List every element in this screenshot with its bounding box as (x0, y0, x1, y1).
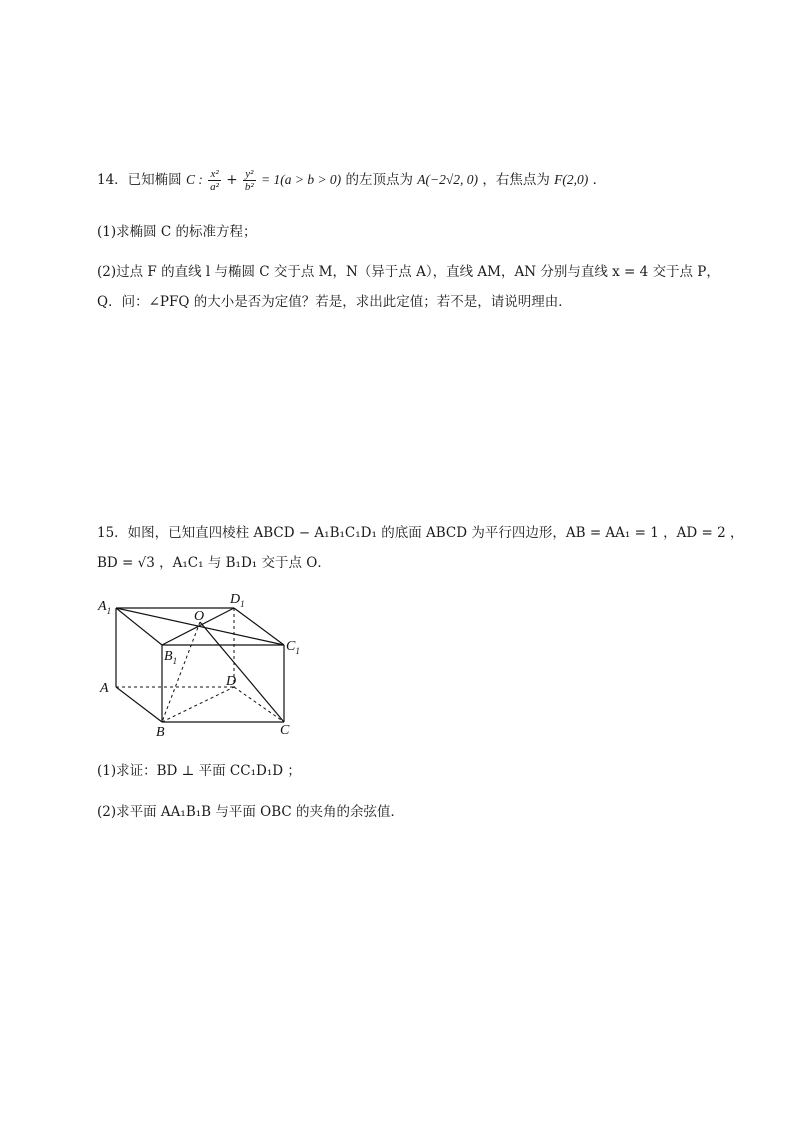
label-B1: $B_1$ (164, 649, 178, 666)
label-A1: $A_1$ (98, 599, 112, 616)
q14-focus: F(2,0) (554, 172, 589, 187)
q14-mid-text: 的左顶点为 (345, 172, 413, 188)
q15-part2: (2)求平面 AA₁B₁B 与平面 OBC 的夹角的余弦值． (97, 804, 405, 820)
q14-frac1-num: x² (208, 168, 221, 181)
q14-fraction-x (208, 168, 221, 193)
q14-end: ． (592, 172, 607, 188)
label-B: B (156, 725, 165, 740)
q14-part1: (1)求椭圆 C 的标准方程； (97, 224, 257, 240)
q14-frac2-den: b² (244, 181, 254, 193)
label-C: C (280, 723, 290, 738)
q14-curve-name: C : (185, 172, 203, 187)
q14-plus: + (226, 172, 238, 188)
label-C1: $C_1$ (286, 639, 300, 656)
label-O: O (194, 609, 205, 624)
q14-part2-line1: (2)过点 F 的直线 l 与椭圆 C 交于点 M，N（异于点 A），直线 AM，AN 分别与直线 x = 4 交于点 P， (97, 264, 720, 280)
q15-part1: (1)求证：BD ⊥ 平面 CC₁D₁D ； (97, 763, 301, 779)
q14-intro: 14．已知椭圆 (97, 172, 182, 188)
q14-fraction-y (243, 168, 256, 193)
label-D: D (226, 674, 237, 689)
q15-line2: BD = √3 ，A₁C₁ 与 B₁D₁ 交于点 O． (97, 555, 331, 571)
hidden-segment-BD (162, 687, 234, 722)
hidden-segment-OB (162, 622, 200, 722)
q14-part2-line2: Q．问：∠PFQ 的大小是否为定值？若是，求出此定值；若不是，请说明理由． (97, 294, 572, 310)
segment-OC (200, 622, 284, 722)
edge-AB (116, 687, 162, 722)
label-A: A (100, 681, 109, 696)
q15-line1: 15．如图，已知直四棱柱 ABCD − A₁B₁C₁D₁ 的底面 ABCD 为平行四边形，AB = AA₁ = 1 ，AD = 2 ， (97, 525, 744, 541)
q14-vertex: A(−2√2, 0) (417, 172, 479, 187)
q14-frac1-den: a² (210, 181, 219, 193)
q14-eq-tail: = 1(a > b > 0) (260, 172, 342, 187)
label-D1: $D_1$ (230, 592, 245, 609)
q14-frac2-num: y² (243, 168, 256, 181)
q14-focus-text: ，右焦点为 (482, 172, 550, 188)
prism-figure (94, 590, 314, 740)
q14-statement (97, 168, 606, 193)
